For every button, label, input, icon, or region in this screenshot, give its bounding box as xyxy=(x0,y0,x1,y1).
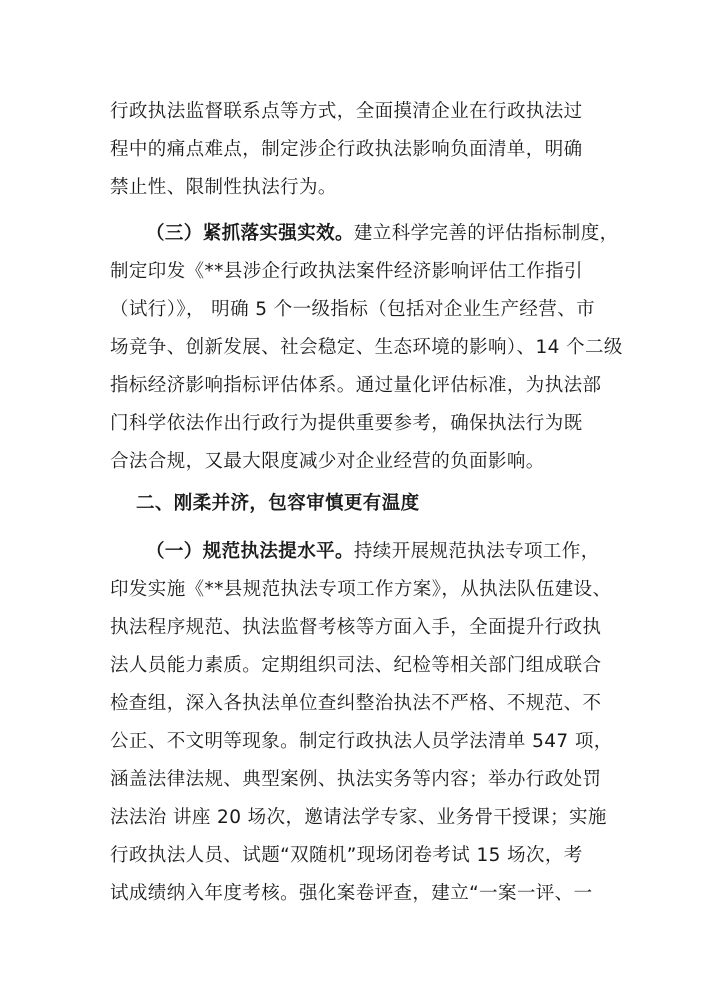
paragraph-line: 试成绩纳入年度考核。强化案卷评查，建立“一案一评、一 xyxy=(110,883,593,904)
paragraph-line: 执法程序规范、执法监督考核等方面入手，全面提升行政执 xyxy=(110,617,602,638)
paragraph-line: 法法治 讲座 20 场次，邀请法学专家、业务骨干授课；实施 xyxy=(110,807,607,828)
paragraph-line: 法人员能力素质。定期组织司法、纪检等相关部门组成联合 xyxy=(110,655,602,676)
paragraph-line: 印发实施《**县规范执法专项工作方案》，从执法队伍建设、 xyxy=(110,579,612,600)
paragraph-line: 合法合规，又最大限度减少对企业经营的负面影响。 xyxy=(110,451,545,472)
paragraph-line: 指标经济影响指标评估体系。通过量化评估标准，为执法部 xyxy=(110,375,602,396)
paragraph-line: 禁止性、限制性执法行为。 xyxy=(110,177,337,198)
paragraph-line: 制定印发《**县涉企行政执法案件经济影响评估工作指引 xyxy=(110,261,583,282)
paragraph-line: 涵盖法律法规、典型案例、执法实务等内容；举办行政处罚 xyxy=(110,769,602,790)
paragraph-line: 检查组，深入各执法单位查纠整治执法不严格、不规范、不 xyxy=(110,693,602,714)
paragraph-line: 程中的痛点难点，制定涉企行政执法影响负面清单，明确 xyxy=(110,139,583,160)
section-heading: 二、刚柔并济，包容审慎更有温度 xyxy=(136,493,420,514)
subheading-lead: （三）紧抓落实强实效。 xyxy=(146,223,354,244)
subheading-rest: 建立科学完善的评估指标制度， xyxy=(353,223,619,244)
subheading-line xyxy=(146,540,605,564)
subheading-line xyxy=(146,222,619,246)
paragraph-line: 场竞争、创新发展、社会稳定、生态环境的影响）、14 个二级 xyxy=(110,337,623,358)
paragraph-line: 公正、不文明等现象。制定行政执法人员学法清单 547 项， xyxy=(110,731,613,752)
subheading-rest: 持续开展规范执法专项工作， xyxy=(353,541,600,562)
paragraph-line: （试行）》， 明确 5 个一级指标（包括对企业生产经营、市 xyxy=(110,299,596,320)
paragraph-line: 行政执法监督联系点等方式，全面摸清企业在行政执法过 xyxy=(110,101,583,122)
subheading-lead: （一）规范执法提水平。 xyxy=(146,541,354,562)
paragraph-line: 门科学依法作出行政行为提供重要参考，确保执法行为既 xyxy=(110,413,583,434)
paragraph-line: 行政执法人员、试题“双随机”现场闭卷考试 15 场次，考 xyxy=(110,845,583,866)
